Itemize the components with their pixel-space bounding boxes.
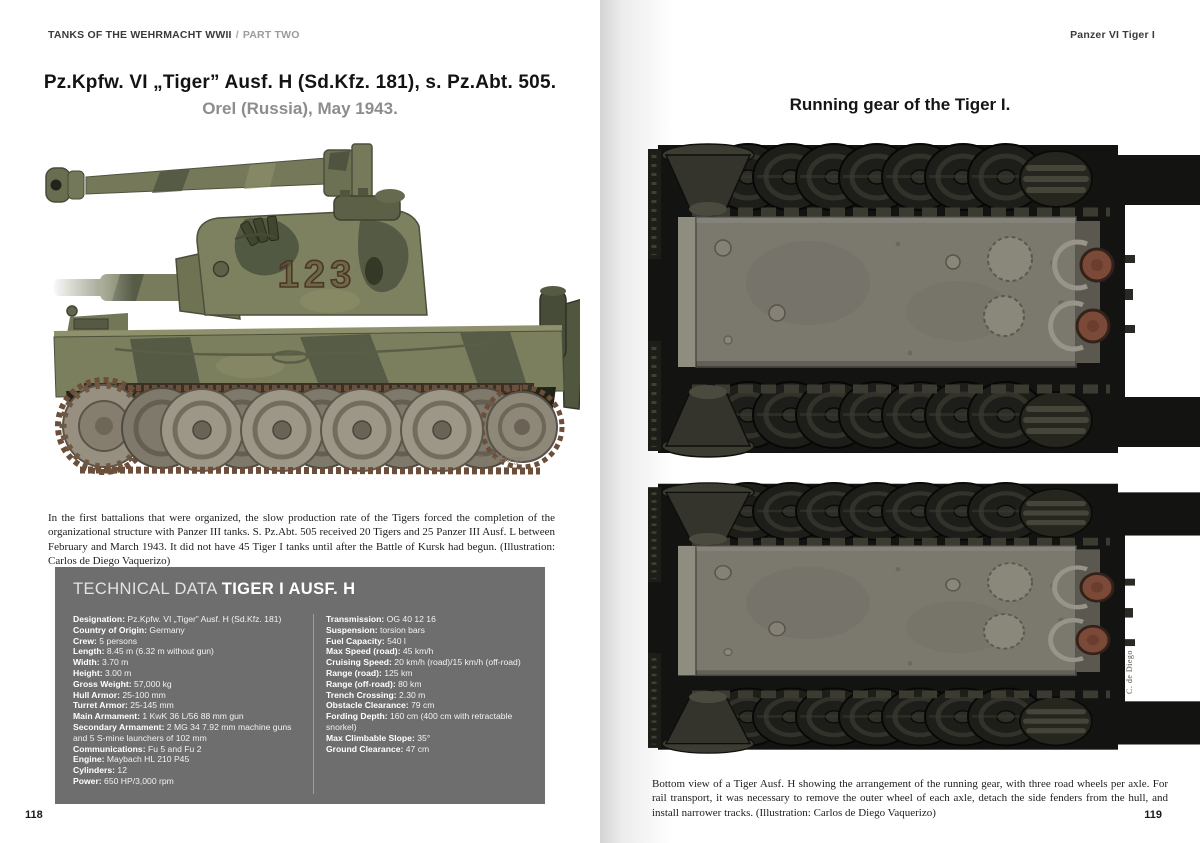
spec-row: Power: 650 HP/3,000 rpm <box>73 775 174 786</box>
spec-row: Range (road): 125 km <box>326 667 413 678</box>
tech-columns <box>73 614 537 794</box>
spec-row: Fording Depth: 160 cm (400 cm with retractable snorkel) <box>326 711 513 732</box>
tech-column-left <box>73 614 313 794</box>
artist-signature-vertical: C. de Diego <box>1125 650 1134 694</box>
spec-row: Crew: 5 persons <box>73 635 138 646</box>
spec-row: Ground Clearance: 47 cm <box>326 743 430 754</box>
technical-data-heading <box>73 580 355 599</box>
running-header-right: Panzer VI Tiger I <box>1070 29 1155 41</box>
page-title: Pz.Kpfw. VI „Tiger” Ausf. H (Sd.Kfz. 181), s. Pz.Abt. 505. <box>43 72 557 93</box>
spec-row: Country of Origin: Germany <box>73 624 185 635</box>
spec-row: Communications: Fu 5 and Fu 2 <box>73 743 202 754</box>
tiger-side-profile-svg <box>40 141 580 475</box>
right-caption: Bottom view of a Tiger Ausf. H showing the arrangement of the running gear, with three road wheels per axle. For rail transport, it was necessary to remove the outer wheel of each axle, detach the side fenders from the hull, and install narrower tracks. (Illustration: Carlos de Diego Vaquerizo) <box>652 778 1168 819</box>
technical-data-box <box>55 567 545 804</box>
spec-row: Transmission: OG 40 12 16 <box>326 614 436 624</box>
spec-row: Fuel Capacity: 540 l <box>326 635 406 646</box>
spec-row: Cylinders: 12 <box>73 765 127 776</box>
tiger-side-profile-illustration <box>40 141 580 475</box>
spec-row: Engine: Maybach HL 210 P45 <box>73 754 190 765</box>
page-number-left: 118 <box>25 809 43 821</box>
tiger-bottom-view-illustration-1 <box>648 143 1200 458</box>
spec-row: Cruising Speed: 20 km/h (road)/15 km/h (off-road) <box>326 657 521 668</box>
series-title: TANKS OF THE WEHRMACHT WWII <box>48 29 232 41</box>
spec-row: Height: 3.00 m <box>73 667 132 678</box>
spec-row: Designation: Pz.Kpfw. VI „Tiger” Ausf. H (Sd.Kfz. 181) <box>73 614 282 624</box>
spec-row: Suspension: torsion bars <box>326 624 425 635</box>
tech-heading-bold: TIGER I AUSF. H <box>221 580 356 598</box>
spec-row: Turret Armor: 25-145 mm <box>73 700 174 711</box>
spec-row: Max Speed (road): 45 km/h <box>326 646 434 657</box>
header-separator: / <box>235 29 239 41</box>
spec-row: Secondary Armament: 2 MG 34 7.92 mm machine guns and 5 S-mine launchers of 102 mm <box>73 721 292 743</box>
tech-column-right <box>313 614 537 794</box>
page-number-right: 119 <box>1144 809 1162 821</box>
artist-signature: C. de Diego <box>476 454 525 465</box>
spec-row: Width: 3.70 m <box>73 657 129 668</box>
page-subtitle: Orel (Russia), May 1943. <box>202 99 398 118</box>
turret-number: 123 <box>277 254 357 296</box>
running-gear-title: Running gear of the Tiger I. <box>789 95 1011 114</box>
tiger-bottom-view-illustration-2 <box>648 482 1200 754</box>
page-right <box>600 0 1200 843</box>
spec-row: Range (off-road): 80 km <box>326 678 422 689</box>
left-caption: In the first battalions that were organized, the slow production rate of the Tigers forced the completion of the organizational structure with Panzer III tanks. S. Pz.Abt. 505 received 20 Tigers and 25 Panzer III Ausf. L between February and March 1943. It did not have 45 Tiger I tanks until after the Battle of Kursk had begun. (Illustration: Carlos de Diego Vaquerizo) <box>48 512 555 567</box>
running-header-left <box>48 29 300 41</box>
series-part: PART TWO <box>242 29 300 41</box>
spec-row: Length: 8.45 m (6.32 m without gun) <box>73 646 214 657</box>
title-block <box>20 72 580 119</box>
spec-row: Hull Armor: 25-100 mm <box>73 689 166 700</box>
spec-row: Trench Crossing: 2.30 m <box>326 689 426 700</box>
spec-row: Gross Weight: 57,000 kg <box>73 678 172 689</box>
spec-row: Obstacle Clearance: 79 cm <box>326 700 435 711</box>
spec-row: Main Armament: 1 KwK 36 L/56 88 mm gun <box>73 711 244 722</box>
tech-heading-light: TECHNICAL DATA <box>73 580 217 598</box>
spec-row: Max Climbable Slope: 35° <box>326 732 431 743</box>
